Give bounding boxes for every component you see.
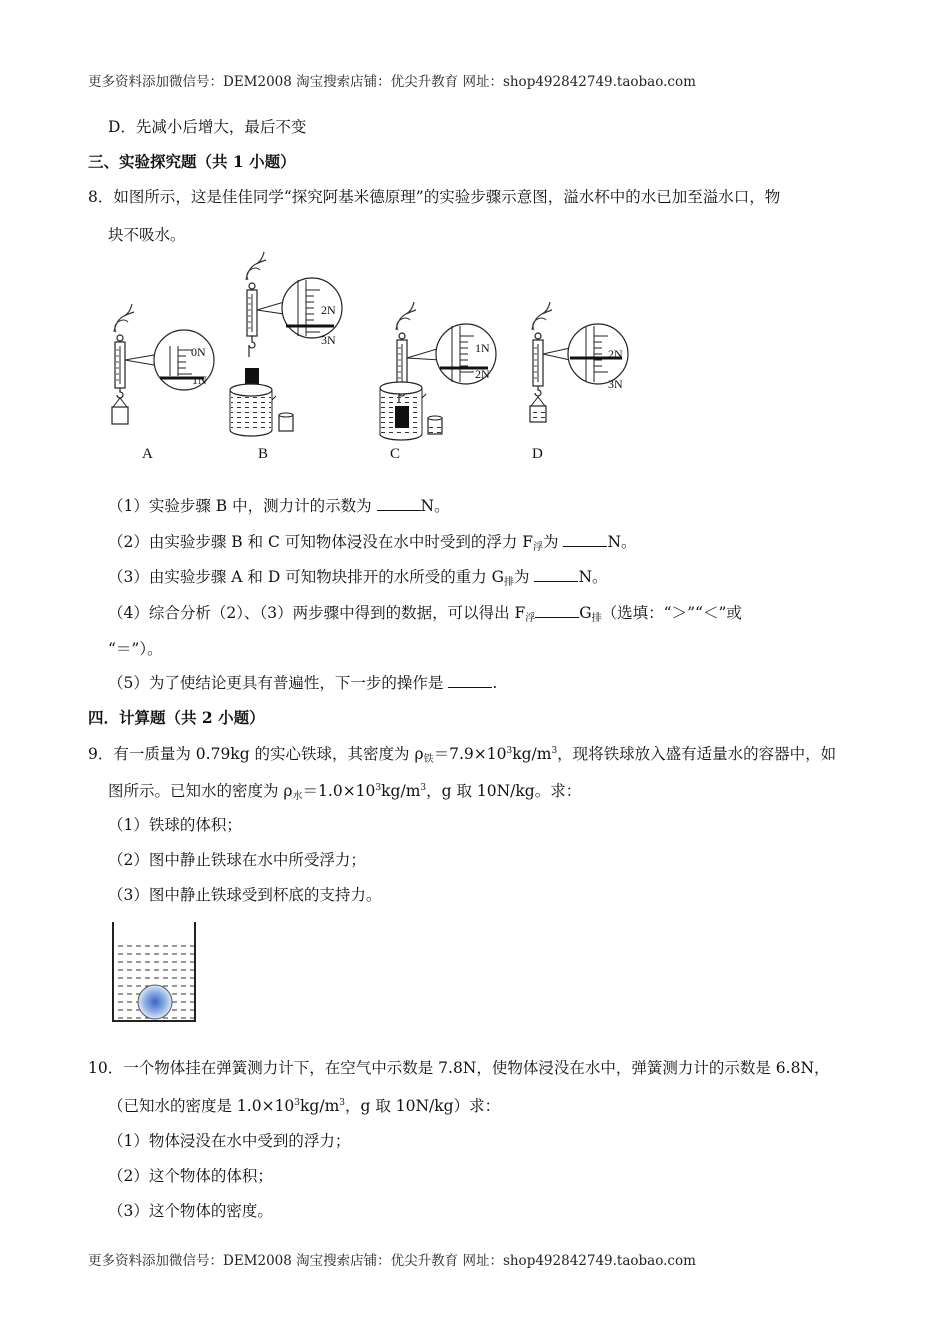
q10-line-2: （已知水的密度是 $1.0\times 10^3kg/m^3$，g 取 10N/kg）求： [108, 1097, 501, 1115]
q9-line-2: 图所示。已知水的密度为 ρ水$=1.0\times 10^3kg/m^3$，g 取 10N/kg。求： [108, 782, 582, 802]
option-d: D．先减小后增大，最后不变 [108, 118, 307, 136]
label-c: C [390, 446, 401, 462]
q9-sub-2: （2）图中静止铁球在水中所受浮力； [108, 851, 366, 869]
iron-ball [138, 985, 172, 1019]
label-a: A [142, 446, 153, 462]
q8-sub-1: （1）实验步骤 B 中，测力计的示数为 N。 [108, 497, 450, 515]
q8-sub-5: （5）为了使结论更具有普遍性，下一步的操作是 . [108, 674, 498, 692]
scale-b-top: 2N [321, 303, 336, 317]
answer-blank-4[interactable] [535, 603, 579, 618]
answer-blank-1[interactable] [377, 496, 421, 511]
label-b: B [258, 446, 269, 462]
label-d: D [532, 446, 543, 462]
q10-sub-3: （3）这个物体的密度。 [108, 1202, 273, 1220]
scale-d-bottom: 3N [608, 377, 623, 391]
q8-sub-3: （3）由实验步骤 A 和 D 可知物块排开的水所受的重力 G排为 N。 [108, 568, 608, 588]
setup-d [530, 302, 628, 462]
scale-c-bottom: 2N [475, 367, 490, 381]
q10-sub-2: （2）这个物体的体积； [108, 1167, 273, 1185]
answer-blank-3[interactable] [534, 567, 578, 582]
scale-a-top: 0N [191, 345, 206, 359]
scale-d-top: 2N [608, 347, 623, 361]
q8-sub-4: （4）综合分析（2）、（3）两步骤中得到的数据，可以得出 F浮 G排（选填：“＞”“＜”或 [108, 604, 742, 624]
answer-blank-2[interactable] [563, 532, 607, 547]
scale-b-bottom: 3N [321, 333, 336, 347]
q9-sub-1: （1）铁球的体积； [108, 816, 242, 834]
q8-sub-4-line-2: “＝”）。 [108, 640, 163, 658]
setup-c [380, 302, 496, 462]
q8-figure [100, 250, 660, 465]
answer-blank-5[interactable] [448, 673, 492, 688]
q9-line-1: 9．有一质量为 0.79kg 的实心铁球，其密度为 ρ铁$=7.9\times 10^3kg/m^3$，现将铁球放入盛有适量水的容器中，如 [88, 745, 837, 765]
section-3-title: 三、实验探究题（共 1 小题） [88, 152, 296, 171]
page-footer: 更多资料添加微信号：DEM2008 淘宝搜索店铺：优尖升教育 网址：shop492842749.taobao.com [88, 1253, 696, 1269]
q9-sub-3: （3）图中静止铁球受到杯底的支持力。 [108, 886, 382, 904]
q10-line-1: 10．一个物体挂在弹簧测力计下，在空气中示数是 7.8N，使物体浸没在水中，弹簧测力计的示数是 6.8N， [88, 1059, 830, 1077]
q8-sub-2: （2）由实验步骤 B 和 C 可知物体浸没在水中时受到的浮力 F浮为 N。 [108, 533, 637, 553]
setup-a [112, 304, 214, 462]
q10-sub-1: （1）物体浸没在水中受到的浮力； [108, 1132, 351, 1150]
q8-line-2: 块不吸水。 [108, 226, 186, 244]
section-4-title: 四．计算题（共 2 小题） [88, 708, 265, 727]
q9-beaker-figure [108, 918, 200, 1026]
setup-b [230, 252, 342, 462]
page-header: 更多资料添加微信号：DEM2008 淘宝搜索店铺：优尖升教育 网址：shop492842749.taobao.com [88, 74, 696, 90]
scale-a-bottom: 1N [192, 373, 207, 387]
scale-c-top: 1N [475, 341, 490, 355]
q8-line-1: 8．如图所示，这是佳佳同学“探究阿基米德原理”的实验步骤示意图，溢水杯中的水已加至溢水口，物 [88, 188, 781, 206]
